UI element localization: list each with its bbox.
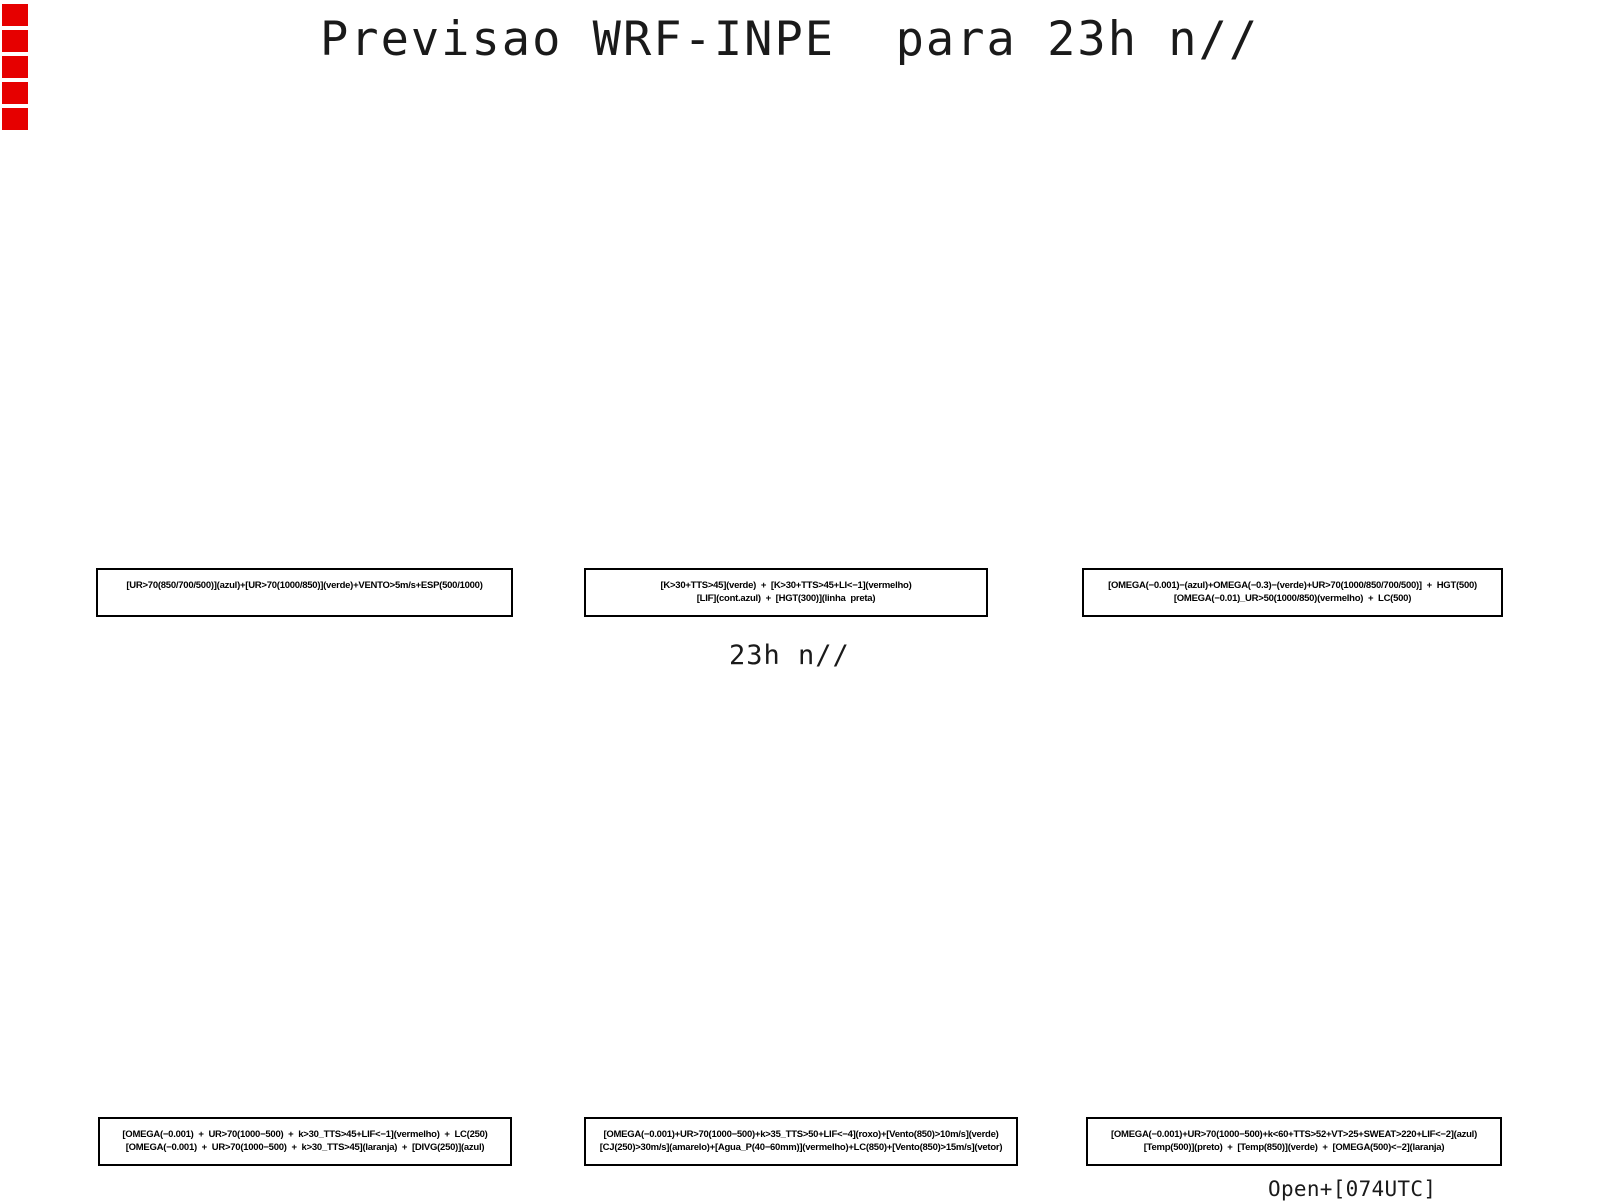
page-title: Previsao WRF-INPE para 23h n//: [320, 12, 1260, 67]
legend-box-3-line-1: [OMEGA(−0.001)−(azul)+OMEGA(−0.3)−(verde)+UR>70(1000/850/700/500)] + HGT(500): [1108, 580, 1477, 591]
mid-subtitle: 23h n//: [729, 640, 850, 671]
legend-box-5-line-2: [CJ(250)>30m/s](amarelo)+[Agua_P(40−60mm)](vermelho)+LC(850)+[Vento(850)>15m/s](vetor): [599, 1142, 1003, 1153]
legend-box-4-line-1: [OMEGA(−0.001) + UR>70(1000−500) + k>30_TTS>45+LIF<−1](vermelho) + LC(250): [122, 1129, 488, 1140]
legend-box-4: [98, 1117, 512, 1166]
red-edge-marker: [2, 82, 28, 104]
red-edge-marker: [2, 4, 28, 26]
legend-box-5: [584, 1117, 1018, 1166]
legend-box-1: [96, 568, 513, 617]
red-edge-marker: [2, 108, 28, 130]
red-edge-marker: [2, 30, 28, 52]
legend-box-6: [1086, 1117, 1502, 1166]
legend-box-5-line-1: [OMEGA(−0.001)+UR>70(1000−500)+k>35_TTS>50+LIF<−4](roxo)+[Vento(850)>10m/s](verde): [603, 1129, 999, 1140]
legend-box-4-line-2: [OMEGA(−0.001) + UR>70(1000−500) + k>30_TTS>45](laranja) + [DIVG(250)](azul): [125, 1142, 485, 1153]
legend-box-6-line-2: [Temp(500)](preto) + [Temp(850)](verde) + [OMEGA(500)<−2](laranja): [1143, 1142, 1445, 1153]
legend-box-1-line-1: [UR>70(850/700/500)](azul)+[UR>70(1000/850)](verde)+VENTO>5m/s+ESP(500/1000): [126, 580, 483, 591]
footer-note: Open+[074UTC]: [1268, 1177, 1437, 1201]
legend-box-2: [584, 568, 988, 617]
legend-box-2-line-1: [K>30+TTS>45](verde) + [K>30+TTS>45+LI<−1](vermelho): [660, 580, 912, 591]
legend-box-3: [1082, 568, 1503, 617]
legend-box-3-line-2: [OMEGA(−0.01)_UR>50(1000/850)(vermelho) + LC(500): [1173, 593, 1412, 604]
legend-box-2-line-2: [LIF](cont.azul) + [HGT(300)](linha preta): [696, 593, 876, 604]
legend-box-6-line-1: [OMEGA(−0.001)+UR>70(1000−500)+k<60+TTS>52+VT>25+SWEAT>220+LIF<−2](azul): [1111, 1129, 1477, 1140]
red-edge-marker: [2, 56, 28, 78]
